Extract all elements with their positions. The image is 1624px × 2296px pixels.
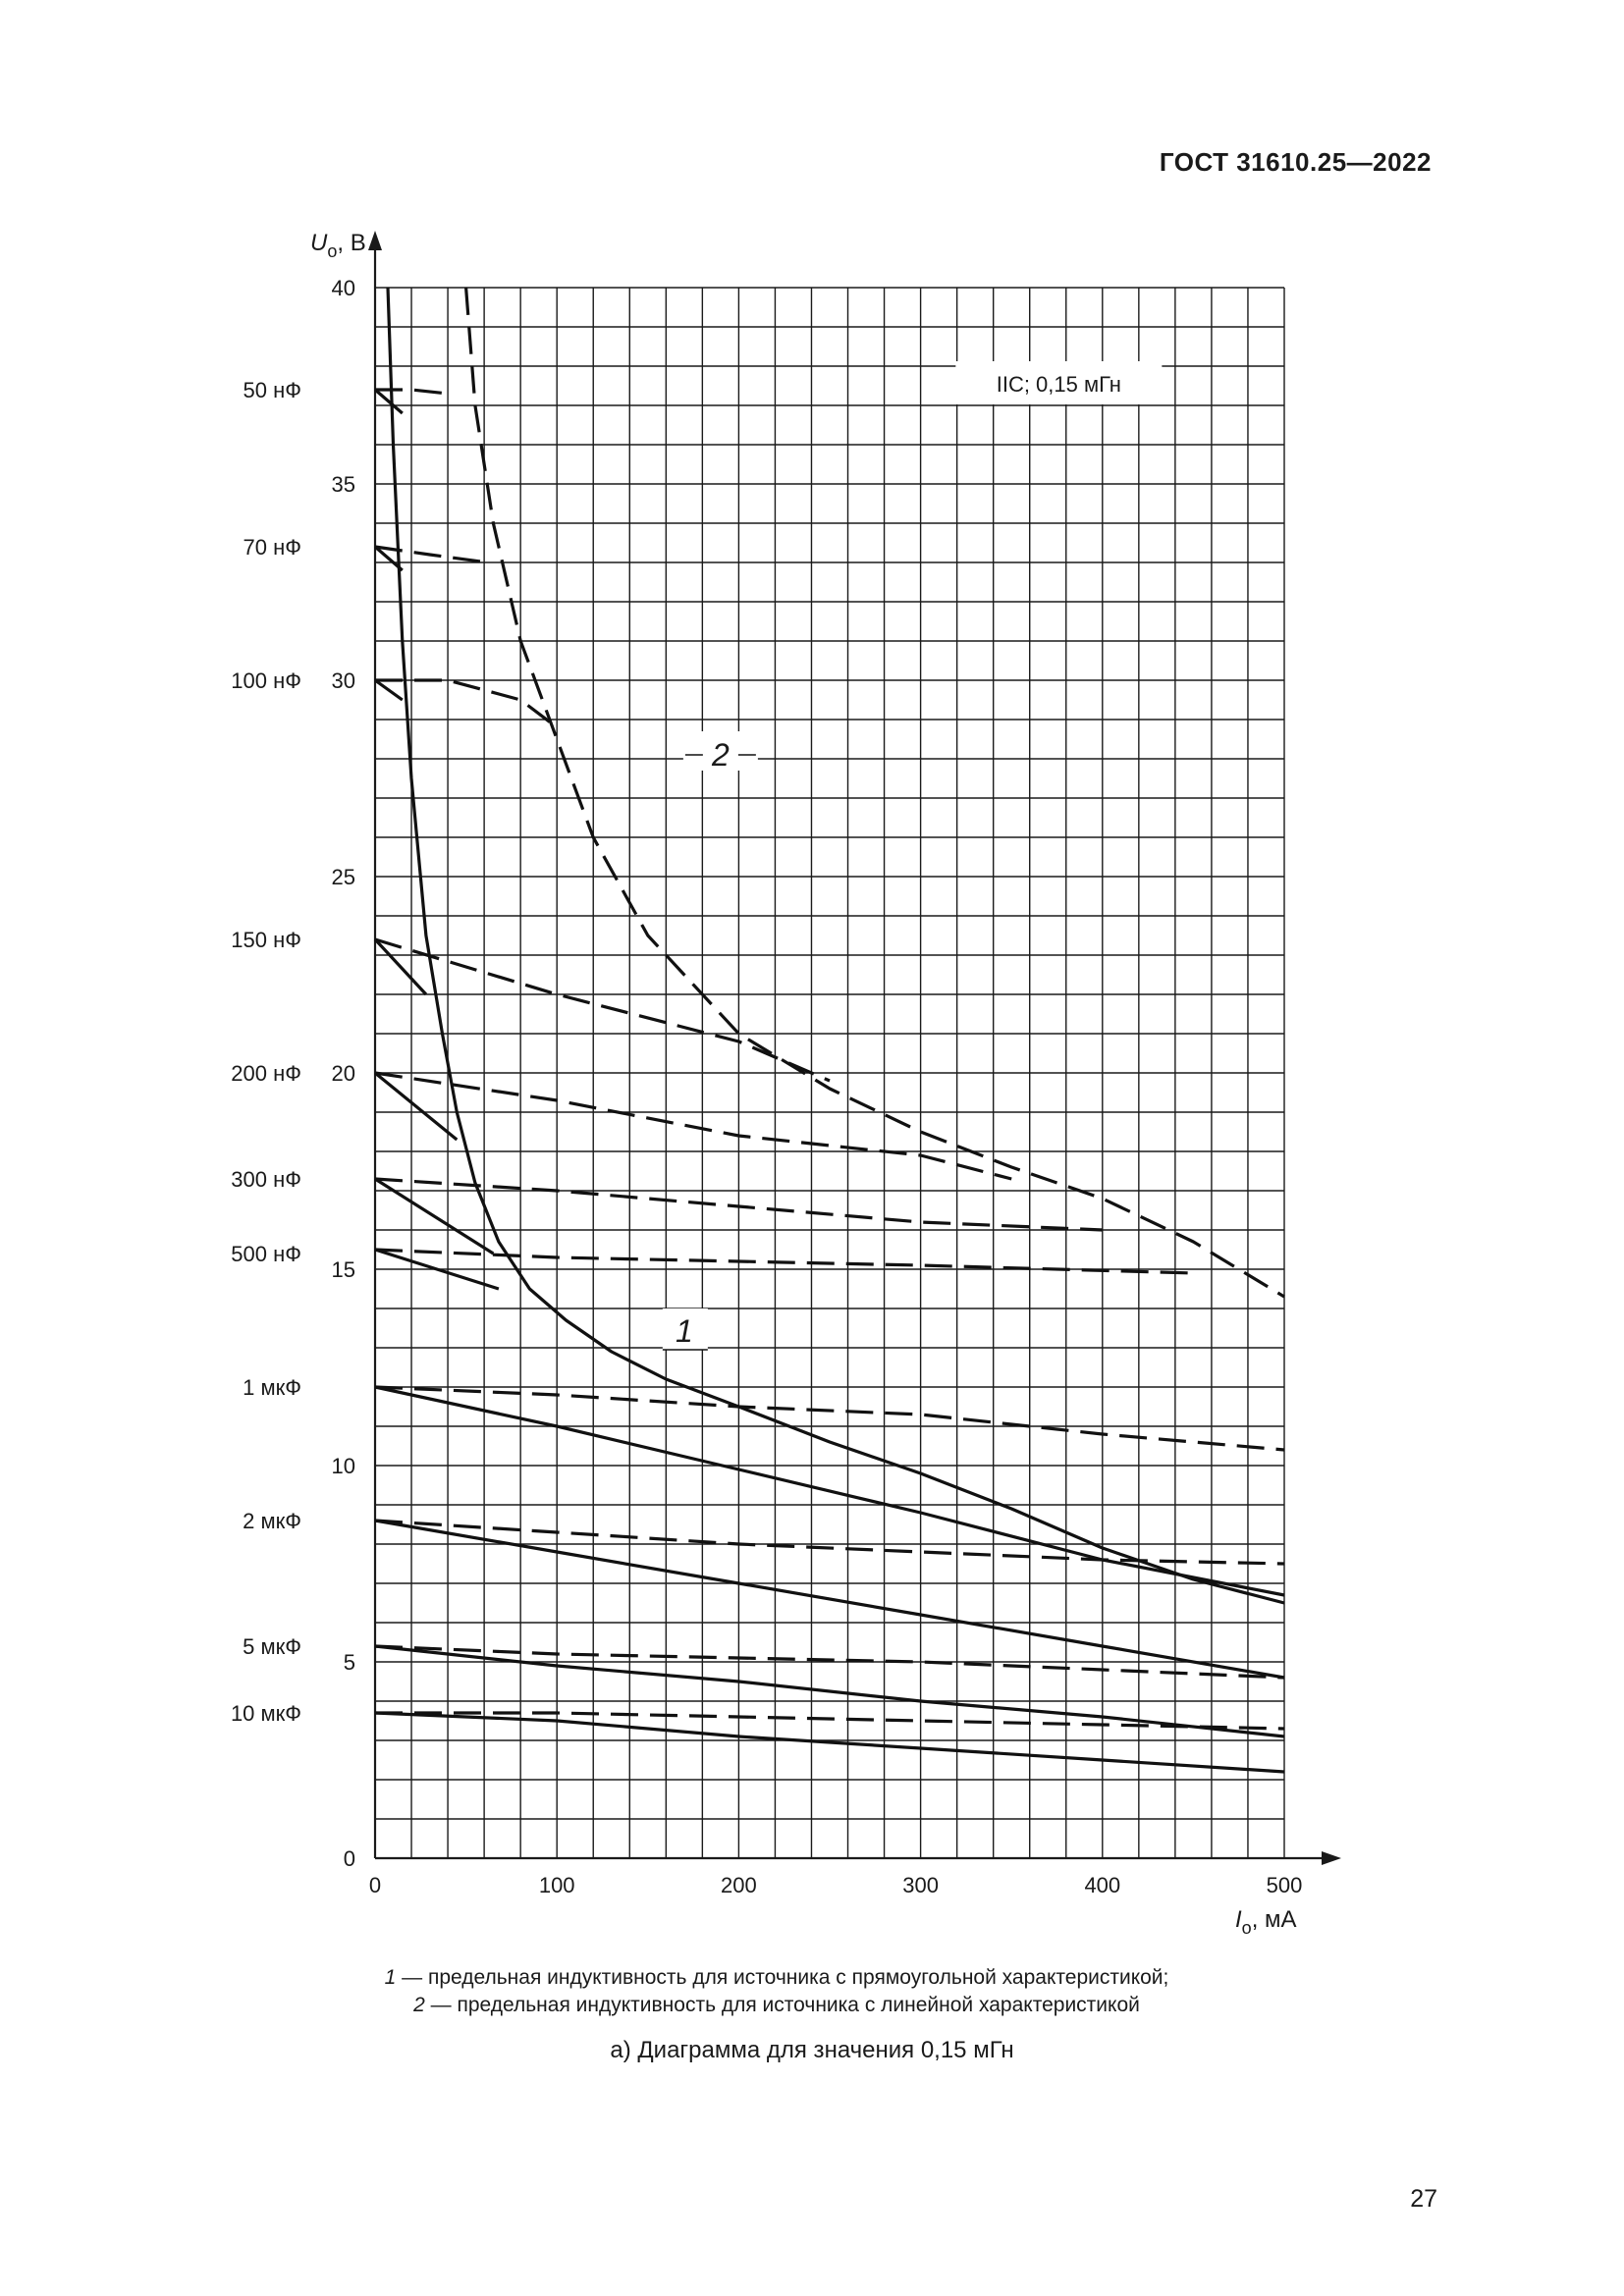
x-tick-label: 0 xyxy=(368,1873,382,1897)
legend-item-1-number: 1 xyxy=(384,1966,397,1989)
capacitance-label: 5 мкФ xyxy=(243,1634,301,1659)
x-tick-label: 400 xyxy=(1084,1873,1121,1897)
chart-axes xyxy=(310,230,1341,1938)
y-tick-label: 20 xyxy=(331,1061,355,1086)
figure-caption: а) Диаграмма для значения 0,15 мГн xyxy=(610,2037,1014,2063)
box-label: IIC; 0,15 мГн xyxy=(996,372,1121,397)
y-axis-arrow xyxy=(368,231,382,250)
x-tick-label: 500 xyxy=(1266,1873,1303,1897)
x-tick-label: 100 xyxy=(538,1873,575,1897)
chart-series xyxy=(375,288,1284,1772)
capacitance-label: 50 нФ xyxy=(243,378,301,402)
document-standard-number: ГОСТ 31610.25—2022 xyxy=(1159,147,1432,177)
y-tick-label: 15 xyxy=(331,1257,355,1282)
legend-item-1 xyxy=(0,1966,1589,1990)
y-tick-label: 10 xyxy=(331,1454,355,1478)
series-curve-2 xyxy=(466,288,1284,1297)
curve-label-2: 2 xyxy=(711,737,730,773)
capacitance-curve-solid xyxy=(375,680,403,700)
y-tick-label: 40 xyxy=(331,276,355,300)
capacitance-label: 100 нФ xyxy=(231,668,301,693)
legend-item-2-number: 2 xyxy=(413,1994,425,2016)
legend-item-2-text: — предельная индуктивность для источника с линейной характеристикой xyxy=(424,1994,1140,2016)
y-tick-label: 30 xyxy=(331,668,355,693)
capacitance-curve-solid xyxy=(375,390,403,413)
capacitance-label: 10 мкФ xyxy=(230,1701,301,1726)
chart-grid xyxy=(375,288,1284,1858)
series-curve-1 xyxy=(388,288,1284,1603)
capacitance-label: 70 нФ xyxy=(243,535,301,560)
capacitance-label: 200 нФ xyxy=(231,1061,301,1086)
chart-labels xyxy=(231,361,1162,1726)
capacitance-label: 150 нФ xyxy=(231,928,301,952)
x-axis-label: $I_о$, мА xyxy=(1235,1906,1297,1938)
y-tick-label: 35 xyxy=(331,472,355,497)
y-tick-label: 25 xyxy=(331,865,355,889)
capacitance-curve-dashed xyxy=(375,680,557,727)
y-tick-label: 0 xyxy=(343,1846,355,1871)
curve-label-1: 1 xyxy=(675,1313,693,1349)
page-number: 27 xyxy=(1410,2185,1437,2213)
capacitance-curve-dashed xyxy=(375,939,830,1081)
x-axis-arrow xyxy=(1322,1851,1341,1865)
capacitance-label: 2 мкФ xyxy=(243,1509,301,1533)
x-tick-label: 200 xyxy=(721,1873,757,1897)
legend-item-2 xyxy=(0,1994,1589,2017)
capacitance-curve-solid xyxy=(375,1073,457,1140)
capacitance-label: 1 мкФ xyxy=(243,1375,301,1400)
capacitance-curve-dashed xyxy=(375,1521,1284,1564)
legend-item-1-text: — предельная индуктивность для источника с прямоугольной характеристикой; xyxy=(396,1966,1169,1989)
capacitance-label: 500 нФ xyxy=(231,1242,301,1266)
y-axis-label: $U_о$, В xyxy=(310,230,366,261)
y-tick-label: 5 xyxy=(343,1650,355,1675)
x-tick-label: 300 xyxy=(902,1873,939,1897)
capacitance-label: 300 нФ xyxy=(231,1167,301,1192)
